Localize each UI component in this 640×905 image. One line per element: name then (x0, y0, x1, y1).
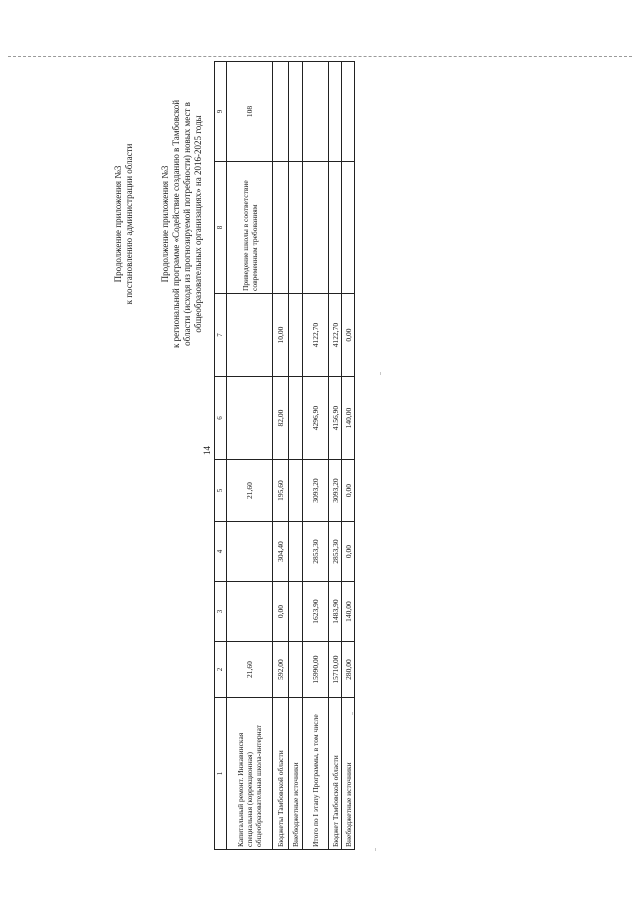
table-cell (289, 162, 303, 294)
table-cell: 1623,90 (303, 582, 329, 642)
table-cell: 15710,00 (329, 642, 342, 698)
table-row (289, 62, 303, 850)
column-header: 5 (215, 460, 227, 522)
table-cell: 15990,00 (303, 642, 329, 698)
table-cell: 304,40 (273, 522, 289, 582)
column-header: 8 (215, 162, 227, 294)
table-cell (227, 294, 273, 377)
table-cell: 4296,90 (303, 377, 329, 460)
table-cell: 4122,70 (329, 294, 342, 377)
table-cell: 82,00 (273, 377, 289, 460)
column-header: 3 (215, 582, 227, 642)
table-cell (329, 62, 342, 162)
table-cell: Внебюджетные источники (289, 698, 303, 850)
table-cell: 0,00 (273, 582, 289, 642)
table-cell (303, 62, 329, 162)
table-cell: 0,00 (342, 460, 355, 522)
table-cell (303, 162, 329, 294)
header-decree (113, 74, 135, 374)
table-cell: 280,00 (342, 642, 355, 698)
header-program (160, 74, 204, 374)
header-program-line1: Продолжение приложения №3 (160, 165, 170, 283)
column-header: 6 (215, 377, 227, 460)
column-header: 9 (215, 62, 227, 162)
table-cell: 108 (227, 62, 273, 162)
scan-speck (375, 848, 376, 851)
financing-table (214, 61, 355, 850)
table-cell (289, 62, 303, 162)
table-row (273, 62, 289, 850)
table-cell: 2853,30 (329, 522, 342, 582)
table-cell: 4156,90 (329, 377, 342, 460)
table-cell (342, 162, 355, 294)
table-cell (227, 522, 273, 582)
scan-speck (380, 372, 381, 375)
table-cell: 21,60 (227, 460, 273, 522)
scan-edge-line (8, 56, 632, 57)
header-program-line2: к региональной программе «Содействие созданию в Тамбовской (171, 99, 181, 349)
table-cell: 2853,30 (303, 522, 329, 582)
table-cell: 0,00 (342, 522, 355, 582)
header-program-line4: общеобразовательных организациях» на 2016-2025 годы (193, 115, 203, 333)
table-cell: 3093,20 (329, 460, 342, 522)
table-row (303, 62, 329, 850)
table-cell: Бюджет Тамбовской области (329, 698, 342, 850)
column-header: 4 (215, 522, 227, 582)
table-cell: Итого по I этапу Программы, в том числе (303, 698, 329, 850)
column-header: 7 (215, 294, 227, 377)
table-cell: 1483,90 (329, 582, 342, 642)
table-cell: 4122,70 (303, 294, 329, 377)
table-cell: 3093,20 (303, 460, 329, 522)
table-row (227, 62, 273, 850)
table-cell (289, 522, 303, 582)
table-cell (342, 62, 355, 162)
table-cell: Приведение школы в соответствие современным требованиям (227, 162, 273, 294)
table-cell: Капитальный ремонт. Инжавинская специальная (коррекционная) общеобразовательная школа-интернат (227, 698, 273, 850)
table-cell (273, 62, 289, 162)
table-cell (227, 582, 273, 642)
table-cell: 140,00 (342, 582, 355, 642)
table-cell: 21,60 (227, 642, 273, 698)
table-cell (289, 460, 303, 522)
header-program-line3: области (исходя из прогнозируемой потребности) новых мест в (182, 102, 192, 346)
table-row (342, 62, 355, 850)
table-cell (273, 162, 289, 294)
header-decree-line2: к постановлению администрации области (124, 143, 134, 305)
table-cell (329, 162, 342, 294)
table-cell: Бюджеты Тамбовской области (273, 698, 289, 850)
table-cell: 140,00 (342, 377, 355, 460)
header-decree-line1: Продолжение приложения №3 (113, 165, 123, 283)
table-cell (289, 294, 303, 377)
table-header-row (215, 62, 227, 850)
page-number: 14 (202, 446, 212, 455)
column-header: 2 (215, 642, 227, 698)
table-cell (227, 377, 273, 460)
table-cell: 195,60 (273, 460, 289, 522)
table-cell: 0,00 (342, 294, 355, 377)
table-row (329, 62, 342, 850)
table-cell: 592,00 (273, 642, 289, 698)
table-cell: Внебюджетные источники (342, 698, 355, 850)
table-cell (289, 582, 303, 642)
table-cell: 10,00 (273, 294, 289, 377)
rotated-page-content (110, 60, 360, 850)
table-cell (289, 642, 303, 698)
table-cell (289, 377, 303, 460)
column-header: 1 (215, 698, 227, 850)
